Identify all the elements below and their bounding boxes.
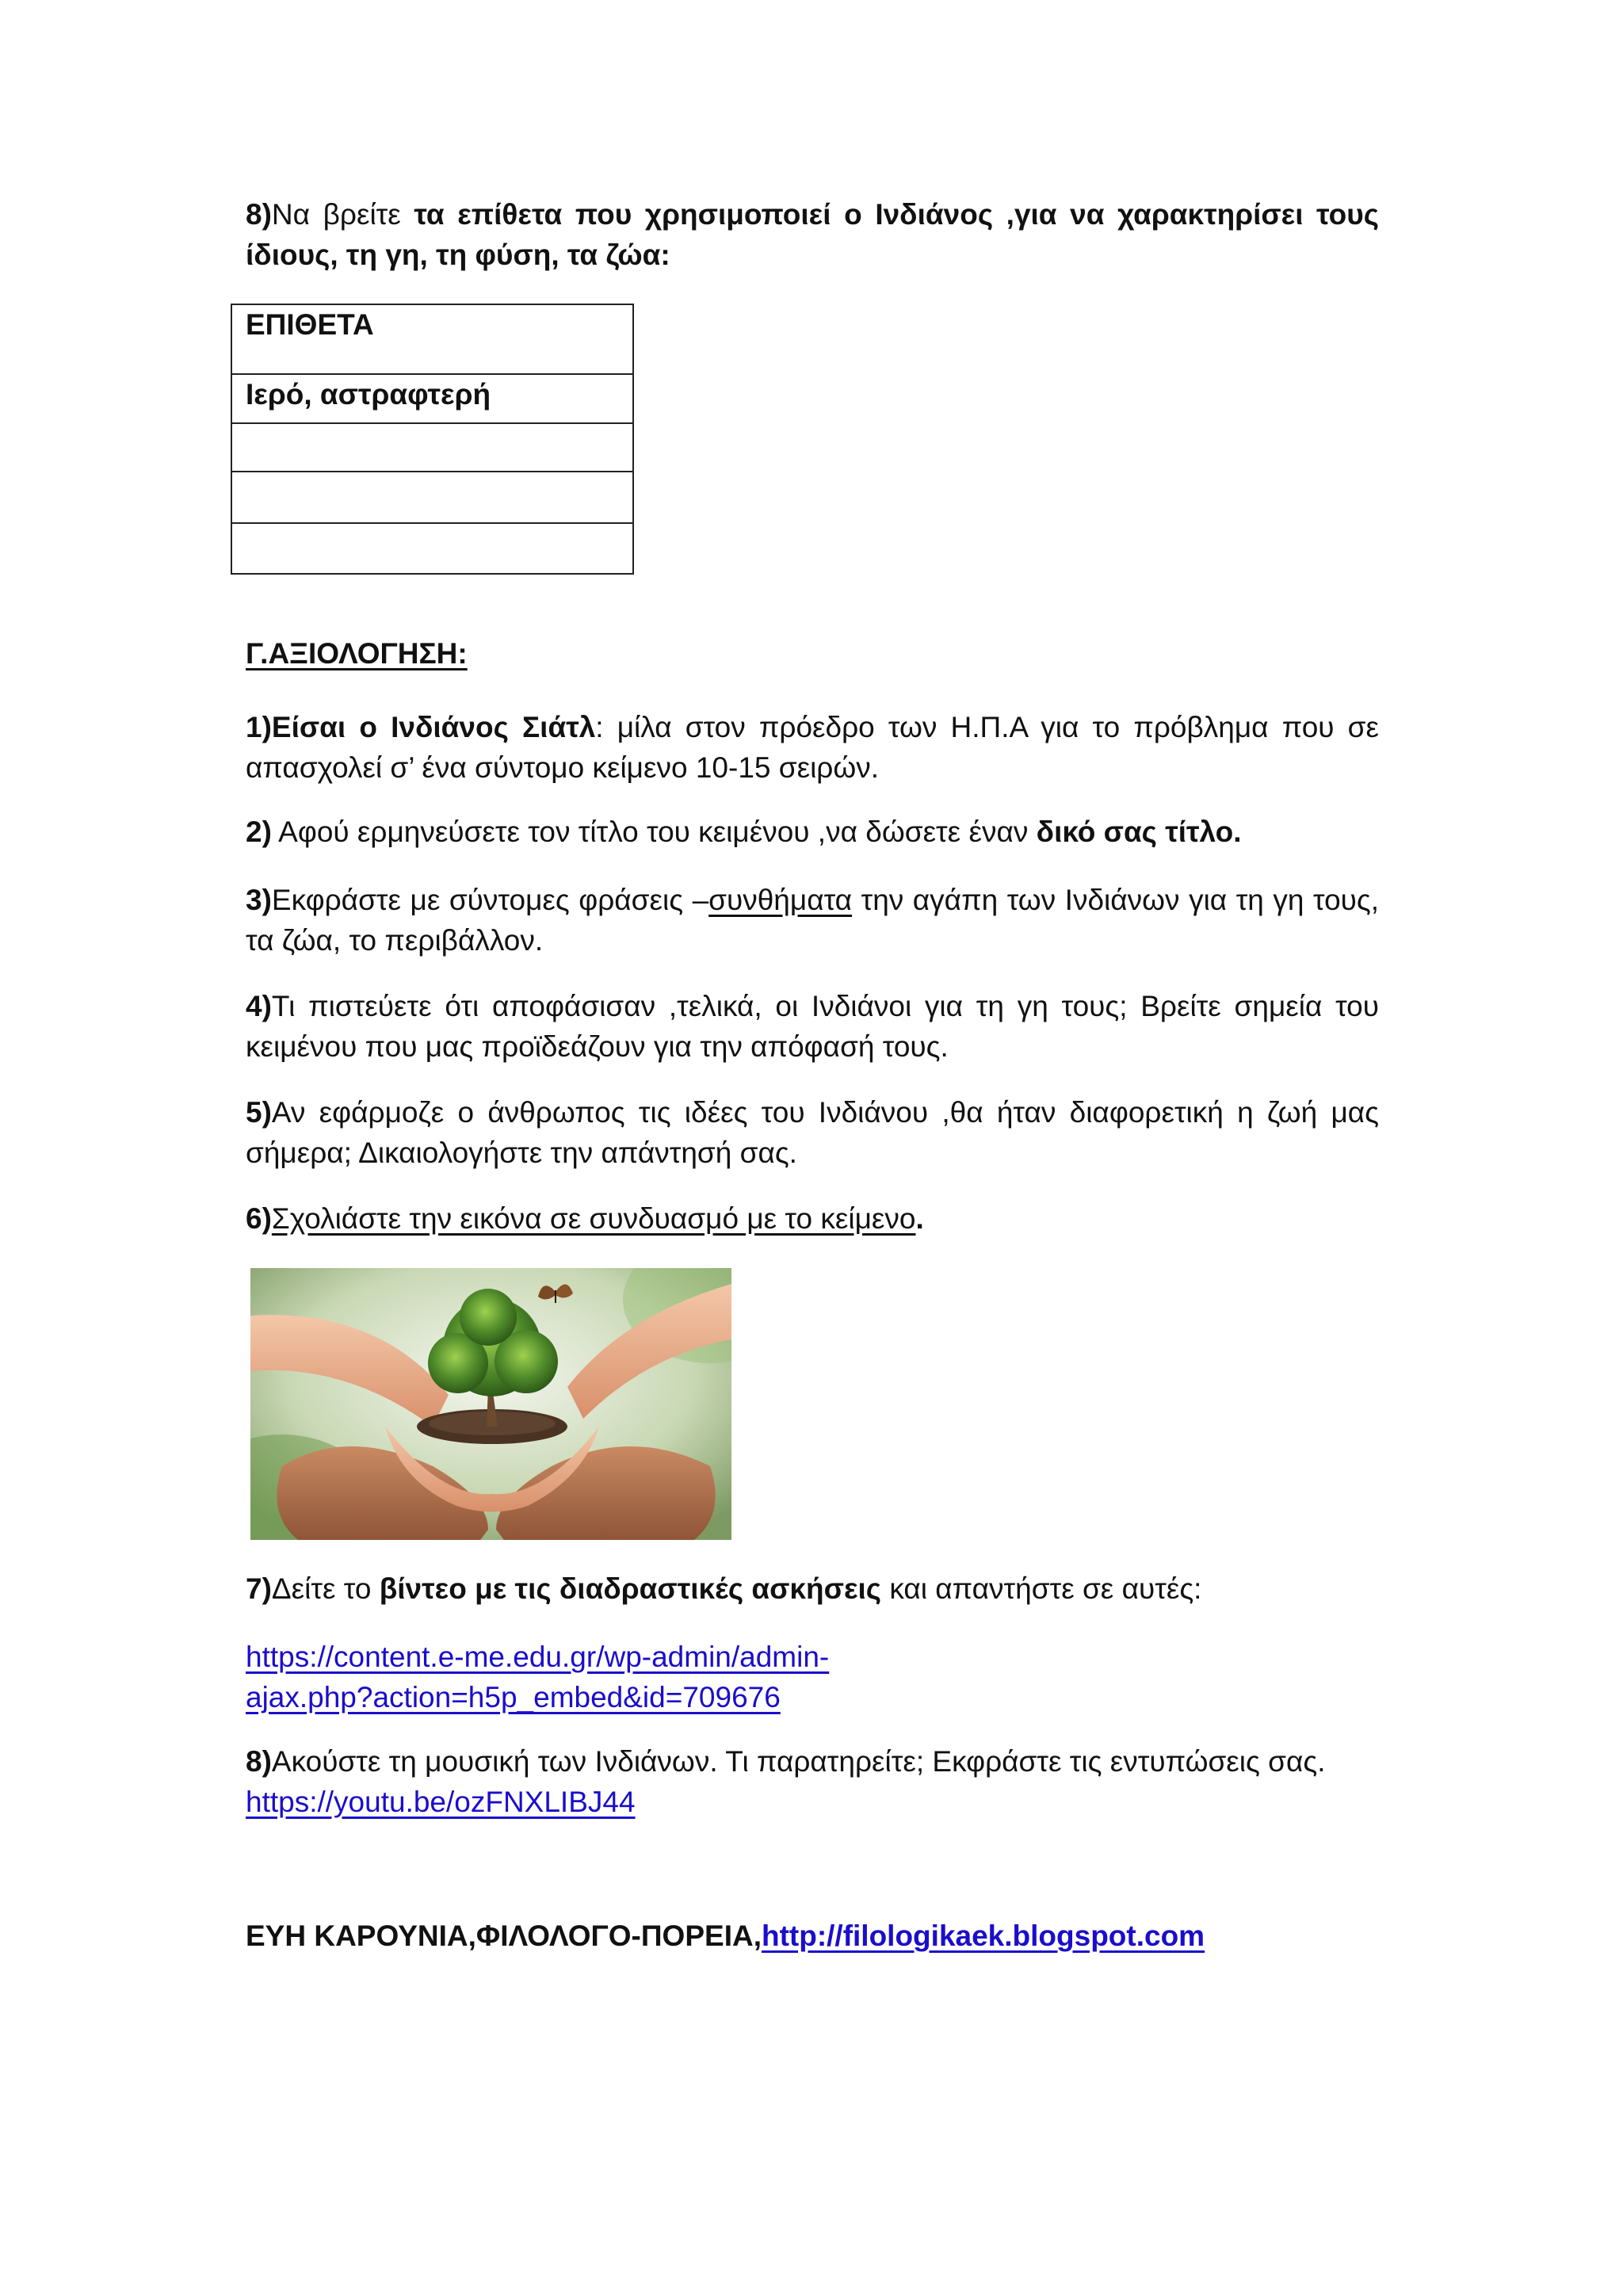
question-underlined-text: συνθήματα [708,884,853,916]
table-cell [231,472,633,523]
question-number: 2) [246,816,272,848]
question-7 [246,1568,1379,1609]
question-text: : μίλα στον πρόεδρο των Η.Π.Α για το πρόβλημα που σε απασχολεί σ’ ένα σύντομο κείμενο 10-15 σειρών. [246,711,1380,784]
h5p-link-block [246,1637,1379,1717]
question-bold-text: τα επίθετα που χρησιμοποιεί ο Ινδιάνος ,για να χαρακτηρίσει τους ίδιους, τη γη, τη φύση, τα ζώα: [246,198,1379,271]
table-cell [231,423,633,472]
question-text: Να βρείτε [271,198,414,231]
youtube-link[interactable]: https://youtu.be/ozFNXLIBJ44 [246,1786,636,1818]
question-underlined-text: Σχολιάστε την εικόνα σε συνδυασμό με το κείμενο [271,1202,916,1235]
question-8-music [246,1741,1379,1822]
footer-author: ΕΥΗ ΚΑΡΟΥΝΙΑ,ΦΙΛΟΛΟΓΟ-ΠΟΡΕΙΑ, [246,1920,762,1952]
table-cell [231,523,633,574]
question-3 [246,880,1379,961]
blog-link[interactable]: http://filologikaek.blogspot.com [761,1920,1205,1952]
hands-tree-photo [250,1268,731,1540]
question-text: την αγάπη των Ινδιάνων για τη γη τους, τα ζώα, το περιβάλλον. [246,884,1380,957]
question-bold-text: δικό σας τίτλο. [1036,816,1242,848]
question-number: 4) [246,990,272,1022]
question-number: 7) [246,1572,272,1605]
question-number: 8) [246,1745,272,1778]
question-number: 6) [246,1202,272,1235]
question-number: 1) [246,711,272,743]
h5p-link-line-1[interactable]: https://content.e-me.edu.gr/wp-admin/admin- [246,1641,830,1673]
question-text: Ακούστε τη μουσική των Ινδιάνων. Τι παρατηρείτε; Εκφράστε τις εντυπώσεις σας. [271,1745,1326,1778]
table-cell: Ιερό, αστραφτερή [231,374,633,423]
question-number: 8) [246,198,272,231]
footer-credit [246,1916,1205,1956]
question-6 [246,1198,1379,1239]
question-end: . [915,1202,924,1235]
epithets-table [231,304,634,575]
question-1 [246,707,1379,788]
table-header: ΕΠΙΘΕΤΑ [231,304,633,374]
section-heading: Γ.ΑΞΙΟΛΟΓΗΣΗ: [246,637,468,670]
question-text: Αν εφάρμοζε ο άνθρωπος τις ιδέες του Ινδιάνου ,θα ήταν διαφορετική η ζωή μας σήμερα; Δικαιολογήστε την απάντησή σας. [246,1096,1379,1169]
question-text: Δείτε το [271,1572,380,1605]
question-5 [246,1092,1379,1173]
question-bold-text: βίντεο με τις διαδραστικές ασκήσεις [379,1572,882,1605]
question-text: και απαντήστε σε αυτές: [881,1572,1202,1605]
question-number: 5) [246,1096,272,1129]
question-text: Εκφράστε με σύντομες φράσεις – [271,884,709,916]
question-number: 3) [246,884,272,916]
h5p-link-line-2[interactable]: ajax.php?action=h5p_embed&id=709676 [246,1681,781,1713]
question-text: Αφού ερμηνεύσετε τον τίτλο του κειμένου ,να δώσετε έναν [271,816,1037,848]
question-8-epithets [246,194,1379,275]
question-bold-text: Είσαι ο Ινδιάνος Σιάτλ [271,711,596,743]
question-text: Τι πιστεύετε ότι αποφάσισαν ,τελικά, οι Ινδιάνοι για τη γη τους; Βρείτε σημεία του κειμένου που μας προϊδεάζουν για την απόφασή τους. [246,990,1379,1063]
question-2 [246,812,1379,852]
question-4 [246,986,1379,1067]
